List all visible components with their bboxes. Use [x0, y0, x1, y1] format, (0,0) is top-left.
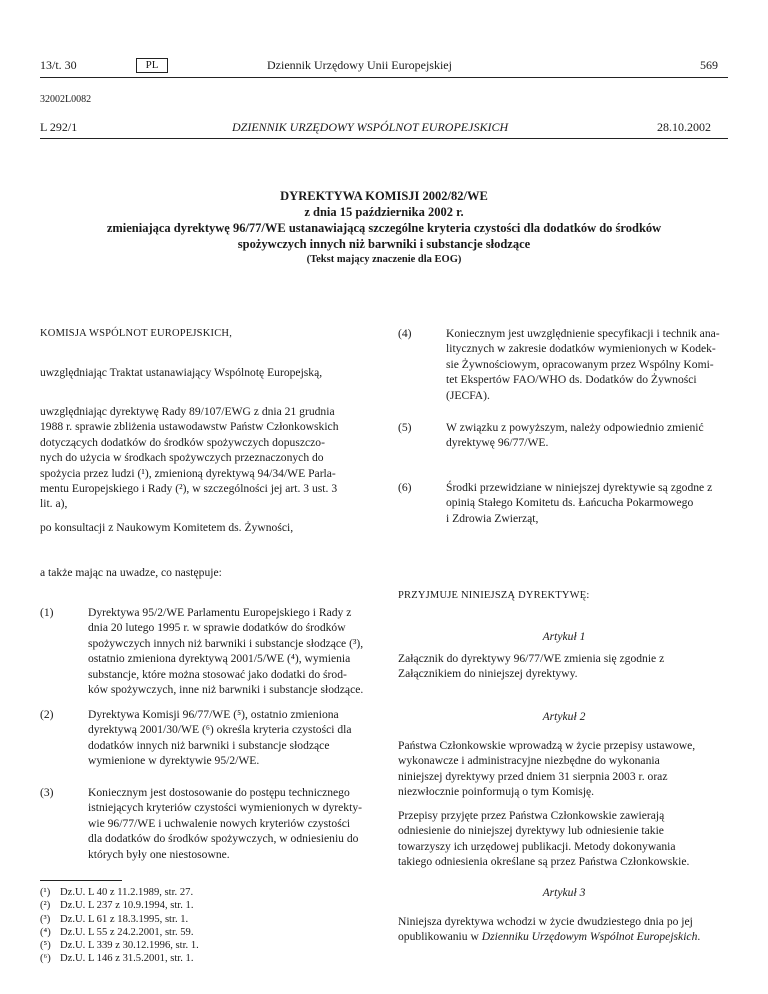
- journal-title-italic: Dzienniku Urzędowym Wspólnot Europejskich: [481, 930, 698, 944]
- footnote-text: Dz.U. L 40 z 11.2.1989, str. 27.: [60, 887, 194, 898]
- recital-line: dyrektywą 2001/30/WE (⁶) określa kryteria czystości dla: [88, 723, 352, 737]
- recital-line: W związku z powyższym, należy odpowiednio zmienić: [446, 421, 704, 434]
- adopts-heading: PRZYJMUJE NINIEJSZĄ DYREKTYWĘ:: [398, 590, 590, 601]
- footnote-number: (²): [40, 900, 51, 912]
- header-rule: [40, 77, 728, 78]
- footnote-text: Dz.U. L 55 z 24.2.2001, str. 59.: [60, 926, 194, 938]
- title-line-2: z dnia 15 października 2002 r.: [304, 205, 464, 219]
- footnote-number: (⁶): [40, 953, 51, 965]
- directive-citation: [40, 404, 372, 512]
- recital-line: wie 96/77/WE i uchwalenie nowych kryteriów czystości: [88, 816, 351, 830]
- article-line: niniejszej dyrektywy przed dniem 31 sierpnia 2003 r. oraz: [398, 769, 668, 783]
- recital-number: (1): [40, 606, 54, 619]
- recital-line: ków spożywczych, inne niż barwniki i substancje słodzące.: [88, 683, 364, 697]
- article-3-title: Artykuł 3: [542, 886, 586, 899]
- footnote: [40, 886, 199, 899]
- footnote: [40, 952, 199, 965]
- title-line-3: zmieniająca dyrektywę 96/77/WE ustanawiającą szczególne kryteria czystości dla dodatków do środków: [106, 221, 662, 235]
- whereas-intro: a także mając na uwadze, co następuje:: [40, 566, 222, 579]
- footnote-text: Dz.U. L 237 z 10.9.1994, str. 1.: [60, 900, 194, 912]
- article-line: Załącznik do dyrektywy 96/77/WE zmienia się zgodnie z: [398, 652, 665, 665]
- article-text: opublikowaniu w: [398, 930, 482, 944]
- recital-line: ostatnio zmieniona dyrektywą 2001/5/WE (⁴), wymienia: [88, 652, 351, 666]
- recital-line: litycznych w zakresie dodatków wymienionych w Kodek-: [446, 342, 716, 356]
- footnote-text: Dz.U. L 61 z 18.3.1995, str. 1.: [60, 913, 189, 925]
- page-ref: 13/t. 30: [40, 58, 77, 72]
- article-line: wykonawcze i administracyjne niezbędne do wykonania: [398, 754, 660, 768]
- article-line: Niniejsza dyrektywa wchodzi w życie dwudziestego dnia po jej: [398, 915, 693, 928]
- recital-line: substancje, które można stosować jako dodatki do środ-: [88, 667, 347, 681]
- oj-rule: [40, 138, 728, 139]
- recital-1: [88, 605, 372, 697]
- footnotes: [40, 886, 199, 966]
- article-3-text: [398, 914, 730, 945]
- footnote-number: (⁵): [40, 940, 51, 952]
- article-line: Państwa Członkowskie wprowadzą w życie przepisy ustawowe,: [398, 739, 696, 752]
- recital-line: wymienione w dyrektywie 95/2/WE.: [88, 754, 260, 768]
- article-1-title: Artykuł 1: [542, 630, 586, 643]
- recital-line: Środki przewidziane w niniejszej dyrektywie są zgodne z: [446, 481, 713, 494]
- recital-line: dla dodatków do środków spożywczych, w odniesieniu do: [88, 832, 359, 846]
- footnote-text: Dz.U. L 339 z 30.12.1996, str. 1.: [60, 940, 199, 952]
- recital-line: tet Ekspertów FAO/WHO ds. Dodatków do Żywności: [446, 373, 697, 387]
- recital-5: [446, 420, 730, 451]
- article-2-paragraph-2: [398, 808, 730, 870]
- recital-line: dnia 20 lutego 1995 r. w sprawie dodatków do środków: [88, 621, 346, 635]
- footnote: [40, 913, 199, 926]
- footnote-text: Dz.U. L 146 z 31.5.2001, str. 1.: [60, 953, 194, 965]
- page-number: 569: [700, 58, 718, 72]
- recital-line: Dyrektywa 95/2/WE Parlamentu Europejskiego i Rady z: [88, 606, 352, 619]
- title-line-4: spożywczych innych niż barwniki i substancje słodzące: [237, 237, 531, 251]
- treaty-citation: uwzględniając Traktat ustanawiający Wspólnotę Europejską,: [40, 366, 323, 379]
- article-1-text: [398, 651, 730, 682]
- recital-line: dyrektywę 96/77/WE.: [446, 436, 549, 450]
- recital-4: [446, 326, 730, 403]
- recital-line: (JECFA).: [446, 388, 490, 402]
- footnote: [40, 926, 199, 939]
- footnote: [40, 899, 199, 912]
- cite-line: dotyczących dodatków do środków spożywczych dopuszczo-: [40, 435, 325, 449]
- recital-6: [446, 480, 730, 526]
- recital-number: (4): [398, 327, 412, 340]
- recital-number: (3): [40, 786, 54, 799]
- journal-name: Dziennik Urzędowy Unii Europejskiej: [267, 58, 452, 72]
- title-line-1: DYREKTYWA KOMISJI 2002/82/WE: [280, 189, 488, 203]
- cite-line: lit. a),: [40, 497, 68, 511]
- article-line: niezwłocznie poinformują o tym Komisję.: [398, 785, 595, 799]
- recital-number: (6): [398, 481, 412, 494]
- article-text: .: [697, 930, 701, 944]
- eea-relevance: (Tekst mający znaczenie dla EOG): [306, 254, 462, 265]
- recital-number: (2): [40, 708, 54, 721]
- recital-3: [88, 785, 372, 862]
- article-2-paragraph-1: [398, 738, 730, 800]
- oj-reference: L 292/1: [40, 120, 78, 134]
- oj-title: DZIENNIK URZĘDOWY WSPÓLNOT EUROPEJSKICH: [232, 120, 509, 134]
- consultation: po konsultacji z Naukowym Komitetem ds. Żywności,: [40, 521, 294, 534]
- cite-line: spożycia przez ludzi (¹), zmienioną dyrektywą 94/34/WE Parla-: [40, 466, 336, 480]
- commission-heading: KOMISJA WSPÓLNOT EUROPEJSKICH,: [40, 328, 233, 339]
- cite-line: nych do użycia w środkach spożywczych przeznaczonych do: [40, 451, 324, 465]
- document-title: [40, 188, 728, 252]
- cite-line: mentu Europejskiego i Rady (²), w szczególności jej art. 3 ust. 3: [40, 482, 338, 496]
- article-line: towarzyszy ich urzędowej publikacji. Metody dokonywania: [398, 839, 676, 853]
- recital-line: i Zdrowia Zwierząt,: [446, 511, 539, 525]
- footnote-number: (¹): [40, 887, 51, 898]
- article-line: Przepisy przyjęte przez Państwa Członkowskie zawierają: [398, 809, 665, 822]
- recital-line: spożywczych innych niż barwniki i substancje słodzące (³),: [88, 636, 364, 650]
- cite-line: 1988 r. sprawie zbliżenia ustawodawstw Państw Członkowskich: [40, 420, 339, 434]
- oj-date: 28.10.2002: [657, 120, 711, 134]
- recital-line: Koniecznym jest dostosowanie do postępu technicznego: [88, 786, 350, 799]
- cite-line: uwzględniając dyrektywę Rady 89/107/EWG z dnia 21 grudnia: [40, 405, 335, 418]
- article-line: takiego odniesienia określane są przez Państwa Członkowskie.: [398, 855, 690, 869]
- footnote-number: (⁴): [40, 926, 51, 938]
- recital-line: opinią Stałego Komitetu ds. Łańcucha Pokarmowego: [446, 496, 694, 510]
- article-line: odniesienie do niniejszej dyrektywy lub odniesienie takie: [398, 824, 664, 838]
- recital-line: których były one niestosowne.: [88, 847, 230, 861]
- recital-line: dodatków innych niż barwniki i substancje słodzące: [88, 738, 330, 752]
- footnote-number: (³): [40, 913, 51, 925]
- celex-number: 32002L0082: [40, 94, 92, 105]
- recital-2: [88, 707, 372, 769]
- recital-line: sie Żywnościowym, opracowanym przez Wspólny Komi-: [446, 357, 714, 371]
- recital-line: Koniecznym jest uwzględnienie specyfikacji i technik ana-: [446, 327, 720, 340]
- recital-number: (5): [398, 421, 412, 434]
- recital-line: Dyrektywa Komisji 96/77/WE (⁵), ostatnio zmieniona: [88, 708, 339, 721]
- language-box: PL: [136, 58, 168, 73]
- recital-line: istniejących kryteriów czystości wymienionych w dyrekty-: [88, 801, 362, 815]
- article-line: [398, 929, 730, 944]
- footnote-rule: [40, 880, 122, 881]
- footnote: [40, 939, 199, 952]
- article-line: Załącznikiem do niniejszej dyrektywy.: [398, 667, 578, 681]
- article-2-title: Artykuł 2: [542, 710, 586, 723]
